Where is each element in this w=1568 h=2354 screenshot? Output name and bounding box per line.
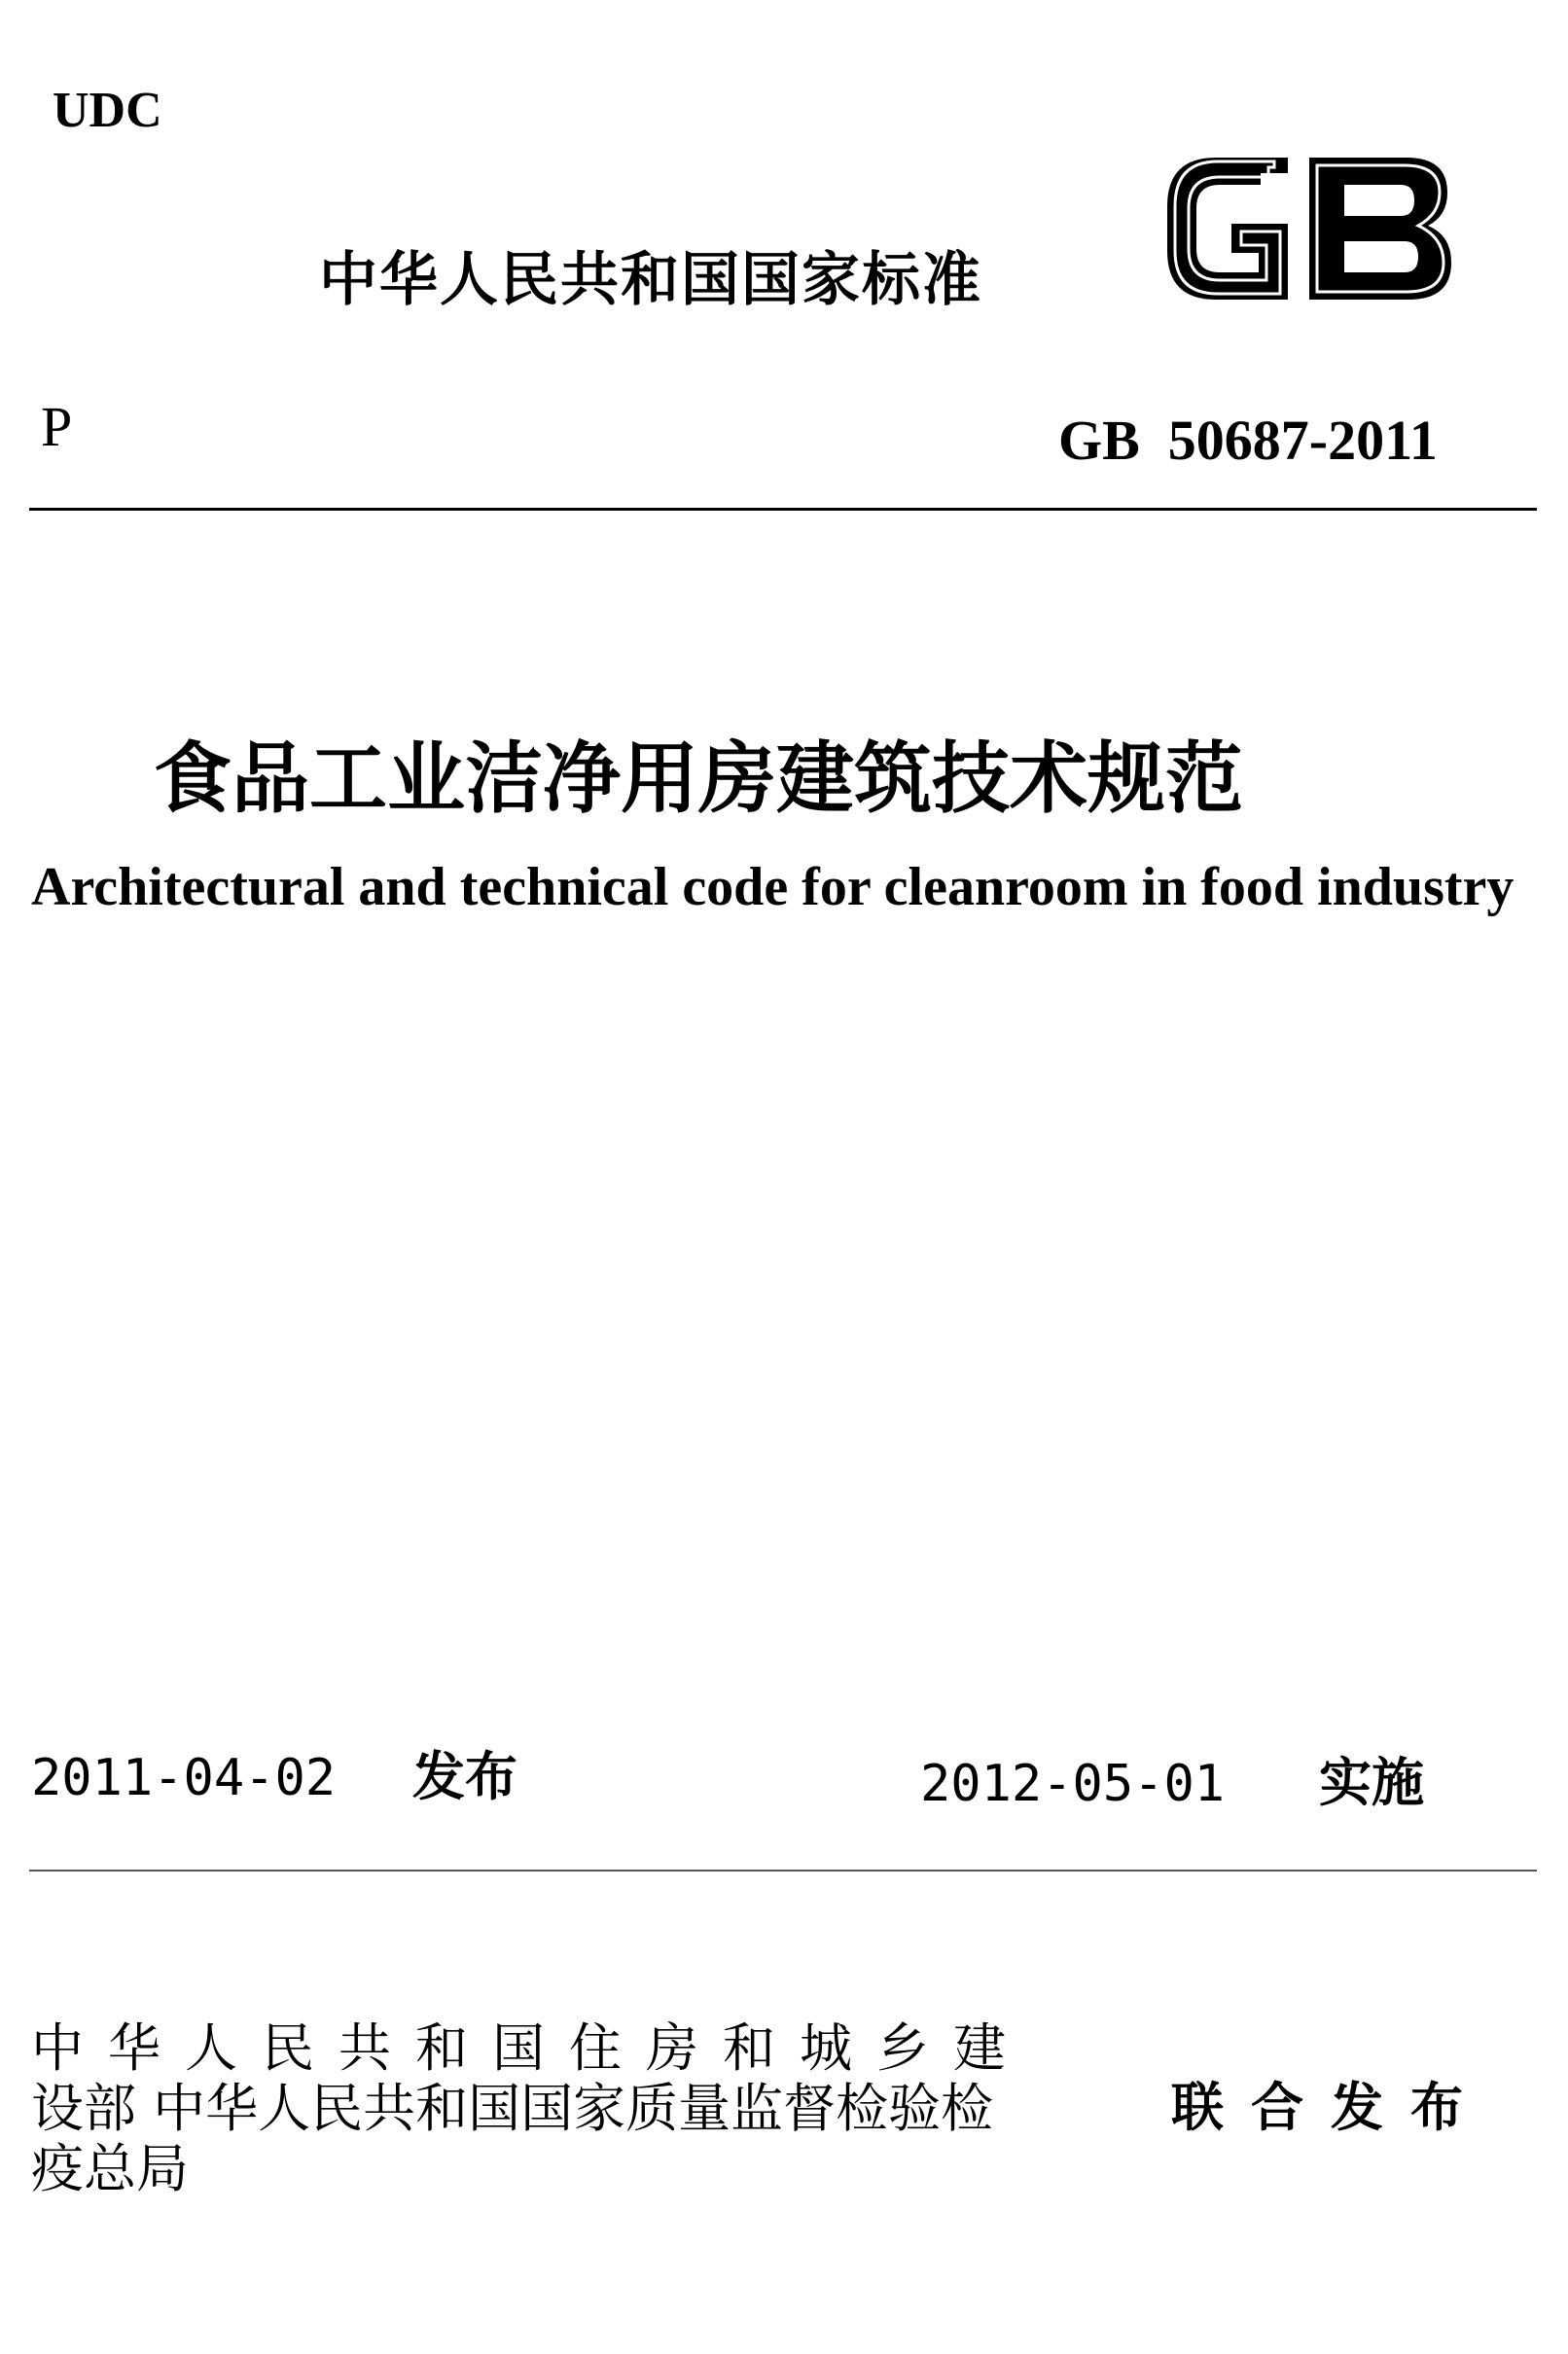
title-chinese: 食品工业洁净用房建筑技术规范 [154,732,1243,824]
issue-date: 2011-04-02 [31,1749,337,1807]
national-standard-heading: 中华人民共和国国家标准 [319,246,982,314]
issuer-line-3: 疫总局 [31,2138,189,2199]
udc-label: UDC [53,83,162,138]
classification-code: P [41,395,73,458]
bottom-divider [29,1870,1537,1872]
gb-logo-g-icon [1167,158,1288,300]
gb-logo [1163,156,1455,302]
implementation-date: 2012-05-01 [920,1755,1226,1813]
joint-issue-label: 联合发布 [1171,2077,1490,2138]
title-english: Architectural and technical code for cleanroom in food industry [31,857,1515,917]
issuing-authorities [31,2018,1121,2199]
standard-number: GB 50687-2011 [1058,409,1438,472]
gb-logo-b-icon [1309,158,1451,300]
issue-label: 发布 [412,1746,517,1807]
issuer-line-1: 中华人民共和国住房和城乡建 [31,2017,1030,2079]
implementation-label: 实施 [1319,1752,1424,1813]
issuer-line-2: 设部 中华人民共和国国家质量监督检验检 [31,2078,994,2139]
top-divider [29,508,1537,511]
